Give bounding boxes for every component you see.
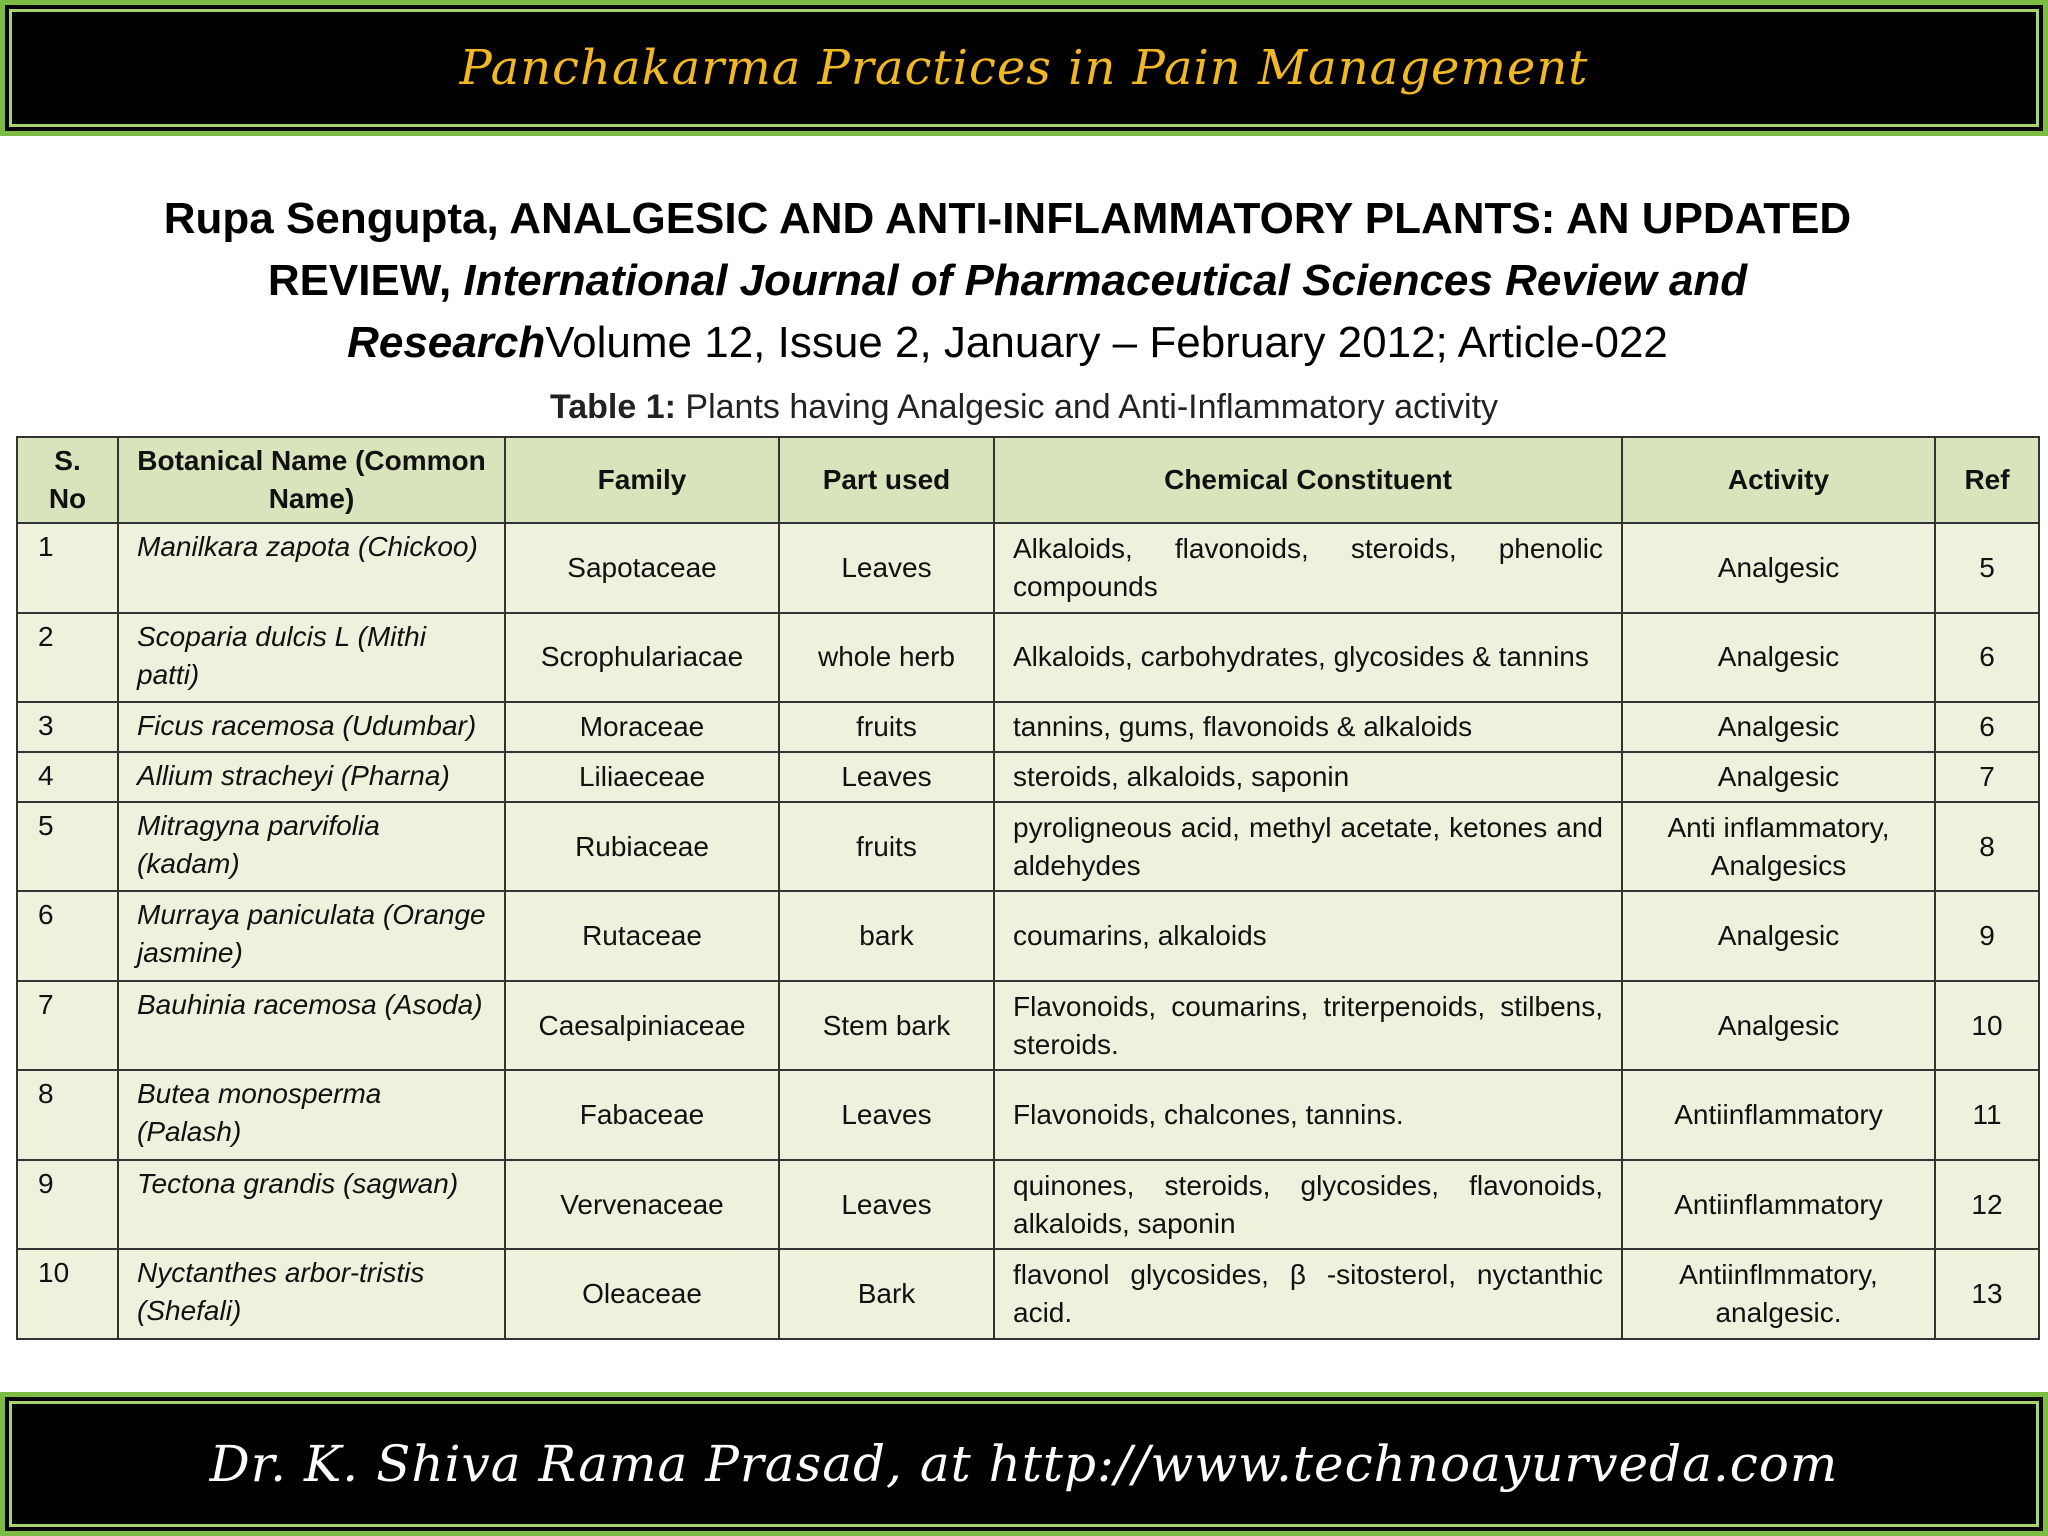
footer-credit: Dr. K. Shiva Rama Prasad, at http://www.technoayurveda.com	[209, 1435, 1839, 1493]
header-botanical-name: Botanical Name (Common Name)	[118, 437, 505, 523]
cell-ref: 6	[1935, 702, 2039, 752]
cell-botanical-name: Manilkara zapota (Chickoo)	[118, 523, 505, 613]
cell-activity: Analgesic	[1622, 891, 1935, 981]
cell-family: Moraceae	[505, 702, 779, 752]
cell-family: Fabaceae	[505, 1070, 779, 1160]
cell-chemical-constituent: Flavonoids, coumarins, triterpenoids, stilbens, steroids.	[994, 981, 1622, 1071]
cell-activity: Analgesic	[1622, 702, 1935, 752]
cell-ref: 13	[1935, 1249, 2039, 1339]
table-row	[17, 981, 2039, 1071]
page-title: Panchakarma Practices in Pain Management	[459, 40, 1589, 96]
cell-sno: 1	[17, 523, 118, 613]
cell-part-used: Leaves	[779, 1160, 994, 1250]
cell-activity: Antiinflammatory	[1622, 1070, 1935, 1160]
header-part-used: Part used	[779, 437, 994, 523]
cell-chemical-constituent: coumarins, alkaloids	[994, 891, 1622, 981]
cell-botanical-name: Scoparia dulcis L (Mithi patti)	[118, 613, 505, 703]
citation-journal: International Journal of Pharmaceutical Sciences Review and Research	[347, 256, 1748, 367]
cell-sno: 9	[17, 1160, 118, 1250]
cell-botanical-name: Murraya paniculata (Orange jasmine)	[118, 891, 505, 981]
table-body	[17, 523, 2039, 1339]
cell-part-used: Leaves	[779, 523, 994, 613]
cell-family: Caesalpiniaceae	[505, 981, 779, 1071]
table-caption-text: Plants having Analgesic and Anti-Inflammatory activity	[685, 388, 1499, 426]
cell-sno: 3	[17, 702, 118, 752]
table-row	[17, 613, 2039, 703]
header-chemical-constituent: Chemical Constituent	[994, 437, 1622, 523]
citation-author-title: Rupa Sengupta, ANALGESIC AND ANTI-INFLAMMATORY PLANTS: AN UPDATED REVIEW,	[163, 194, 1852, 305]
table-row	[17, 802, 2039, 892]
table-row	[17, 1249, 2039, 1339]
cell-activity: Analgesic	[1622, 523, 1935, 613]
cell-family: Oleaceae	[505, 1249, 779, 1339]
cell-activity: Analgesic	[1622, 613, 1935, 703]
cell-ref: 12	[1935, 1160, 2039, 1250]
cell-sno: 8	[17, 1070, 118, 1160]
header-banner	[0, 0, 2048, 136]
cell-chemical-constituent: pyroligneous acid, methyl acetate, ketones and aldehydes	[994, 802, 1622, 892]
cell-activity: Antiinflammatory	[1622, 1160, 1935, 1250]
cell-ref: 11	[1935, 1070, 2039, 1160]
header-activity: Activity	[1622, 437, 1935, 523]
cell-sno: 7	[17, 981, 118, 1071]
table-header-row	[17, 437, 2039, 523]
cell-botanical-name: Butea monosperma (Palash)	[118, 1070, 505, 1160]
cell-chemical-constituent: Flavonoids, chalcones, tannins.	[994, 1070, 1622, 1160]
cell-sno: 10	[17, 1249, 118, 1339]
cell-ref: 6	[1935, 613, 2039, 703]
cell-family: Vervenaceae	[505, 1160, 779, 1250]
cell-part-used: fruits	[779, 802, 994, 892]
table-row	[17, 702, 2039, 752]
header-family: Family	[505, 437, 779, 523]
cell-part-used: fruits	[779, 702, 994, 752]
cell-botanical-name: Ficus racemosa (Udumbar)	[118, 702, 505, 752]
table-caption	[0, 388, 2048, 427]
cell-family: Rubiaceae	[505, 802, 779, 892]
cell-chemical-constituent: Alkaloids, carbohydrates, glycosides & tannins	[994, 613, 1622, 703]
cell-activity: Antiinflmmatory, analgesic.	[1622, 1249, 1935, 1339]
cell-sno: 2	[17, 613, 118, 703]
citation-details: Volume 12, Issue 2, January – February 2012; Article-022	[545, 318, 1668, 367]
cell-family: Rutaceae	[505, 891, 779, 981]
table-row	[17, 1070, 2039, 1160]
cell-botanical-name: Bauhinia racemosa (Asoda)	[118, 981, 505, 1071]
cell-sno: 6	[17, 891, 118, 981]
cell-botanical-name: Nyctanthes arbor-tristis (Shefali)	[118, 1249, 505, 1339]
cell-part-used: Bark	[779, 1249, 994, 1339]
table-row	[17, 891, 2039, 981]
header-ref: Ref	[1935, 437, 2039, 523]
cell-ref: 8	[1935, 802, 2039, 892]
cell-sno: 5	[17, 802, 118, 892]
cell-ref: 5	[1935, 523, 2039, 613]
cell-ref: 10	[1935, 981, 2039, 1071]
table-row	[17, 523, 2039, 613]
cell-part-used: whole herb	[779, 613, 994, 703]
footer-banner	[0, 1392, 2048, 1536]
cell-chemical-constituent: quinones, steroids, glycosides, flavonoids, alkaloids, saponin	[994, 1160, 1622, 1250]
cell-activity: Analgesic	[1622, 752, 1935, 802]
cell-botanical-name: Mitragyna parvifolia (kadam)	[118, 802, 505, 892]
citation	[100, 188, 1915, 374]
cell-ref: 9	[1935, 891, 2039, 981]
cell-family: Scrophulariacae	[505, 613, 779, 703]
cell-part-used: Leaves	[779, 1070, 994, 1160]
cell-botanical-name: Tectona grandis (sagwan)	[118, 1160, 505, 1250]
cell-botanical-name: Allium stracheyi (Pharna)	[118, 752, 505, 802]
cell-activity: Analgesic	[1622, 981, 1935, 1071]
cell-chemical-constituent: tannins, gums, flavonoids & alkaloids	[994, 702, 1622, 752]
table-row	[17, 752, 2039, 802]
cell-part-used: bark	[779, 891, 994, 981]
table-caption-label: Table 1:	[549, 388, 676, 426]
header-sno: S. No	[17, 437, 118, 523]
cell-chemical-constituent: flavonol glycosides, β -sitosterol, nyctanthic acid.	[994, 1249, 1622, 1339]
cell-family: Liliaeceae	[505, 752, 779, 802]
cell-activity: Anti inflammatory, Analgesics	[1622, 802, 1935, 892]
cell-family: Sapotaceae	[505, 523, 779, 613]
cell-chemical-constituent: Alkaloids, flavonoids, steroids, phenolic compounds	[994, 523, 1622, 613]
table-row	[17, 1160, 2039, 1250]
cell-ref: 7	[1935, 752, 2039, 802]
plants-table	[16, 436, 2040, 1340]
cell-chemical-constituent: steroids, alkaloids, saponin	[994, 752, 1622, 802]
cell-part-used: Leaves	[779, 752, 994, 802]
cell-part-used: Stem bark	[779, 981, 994, 1071]
cell-sno: 4	[17, 752, 118, 802]
